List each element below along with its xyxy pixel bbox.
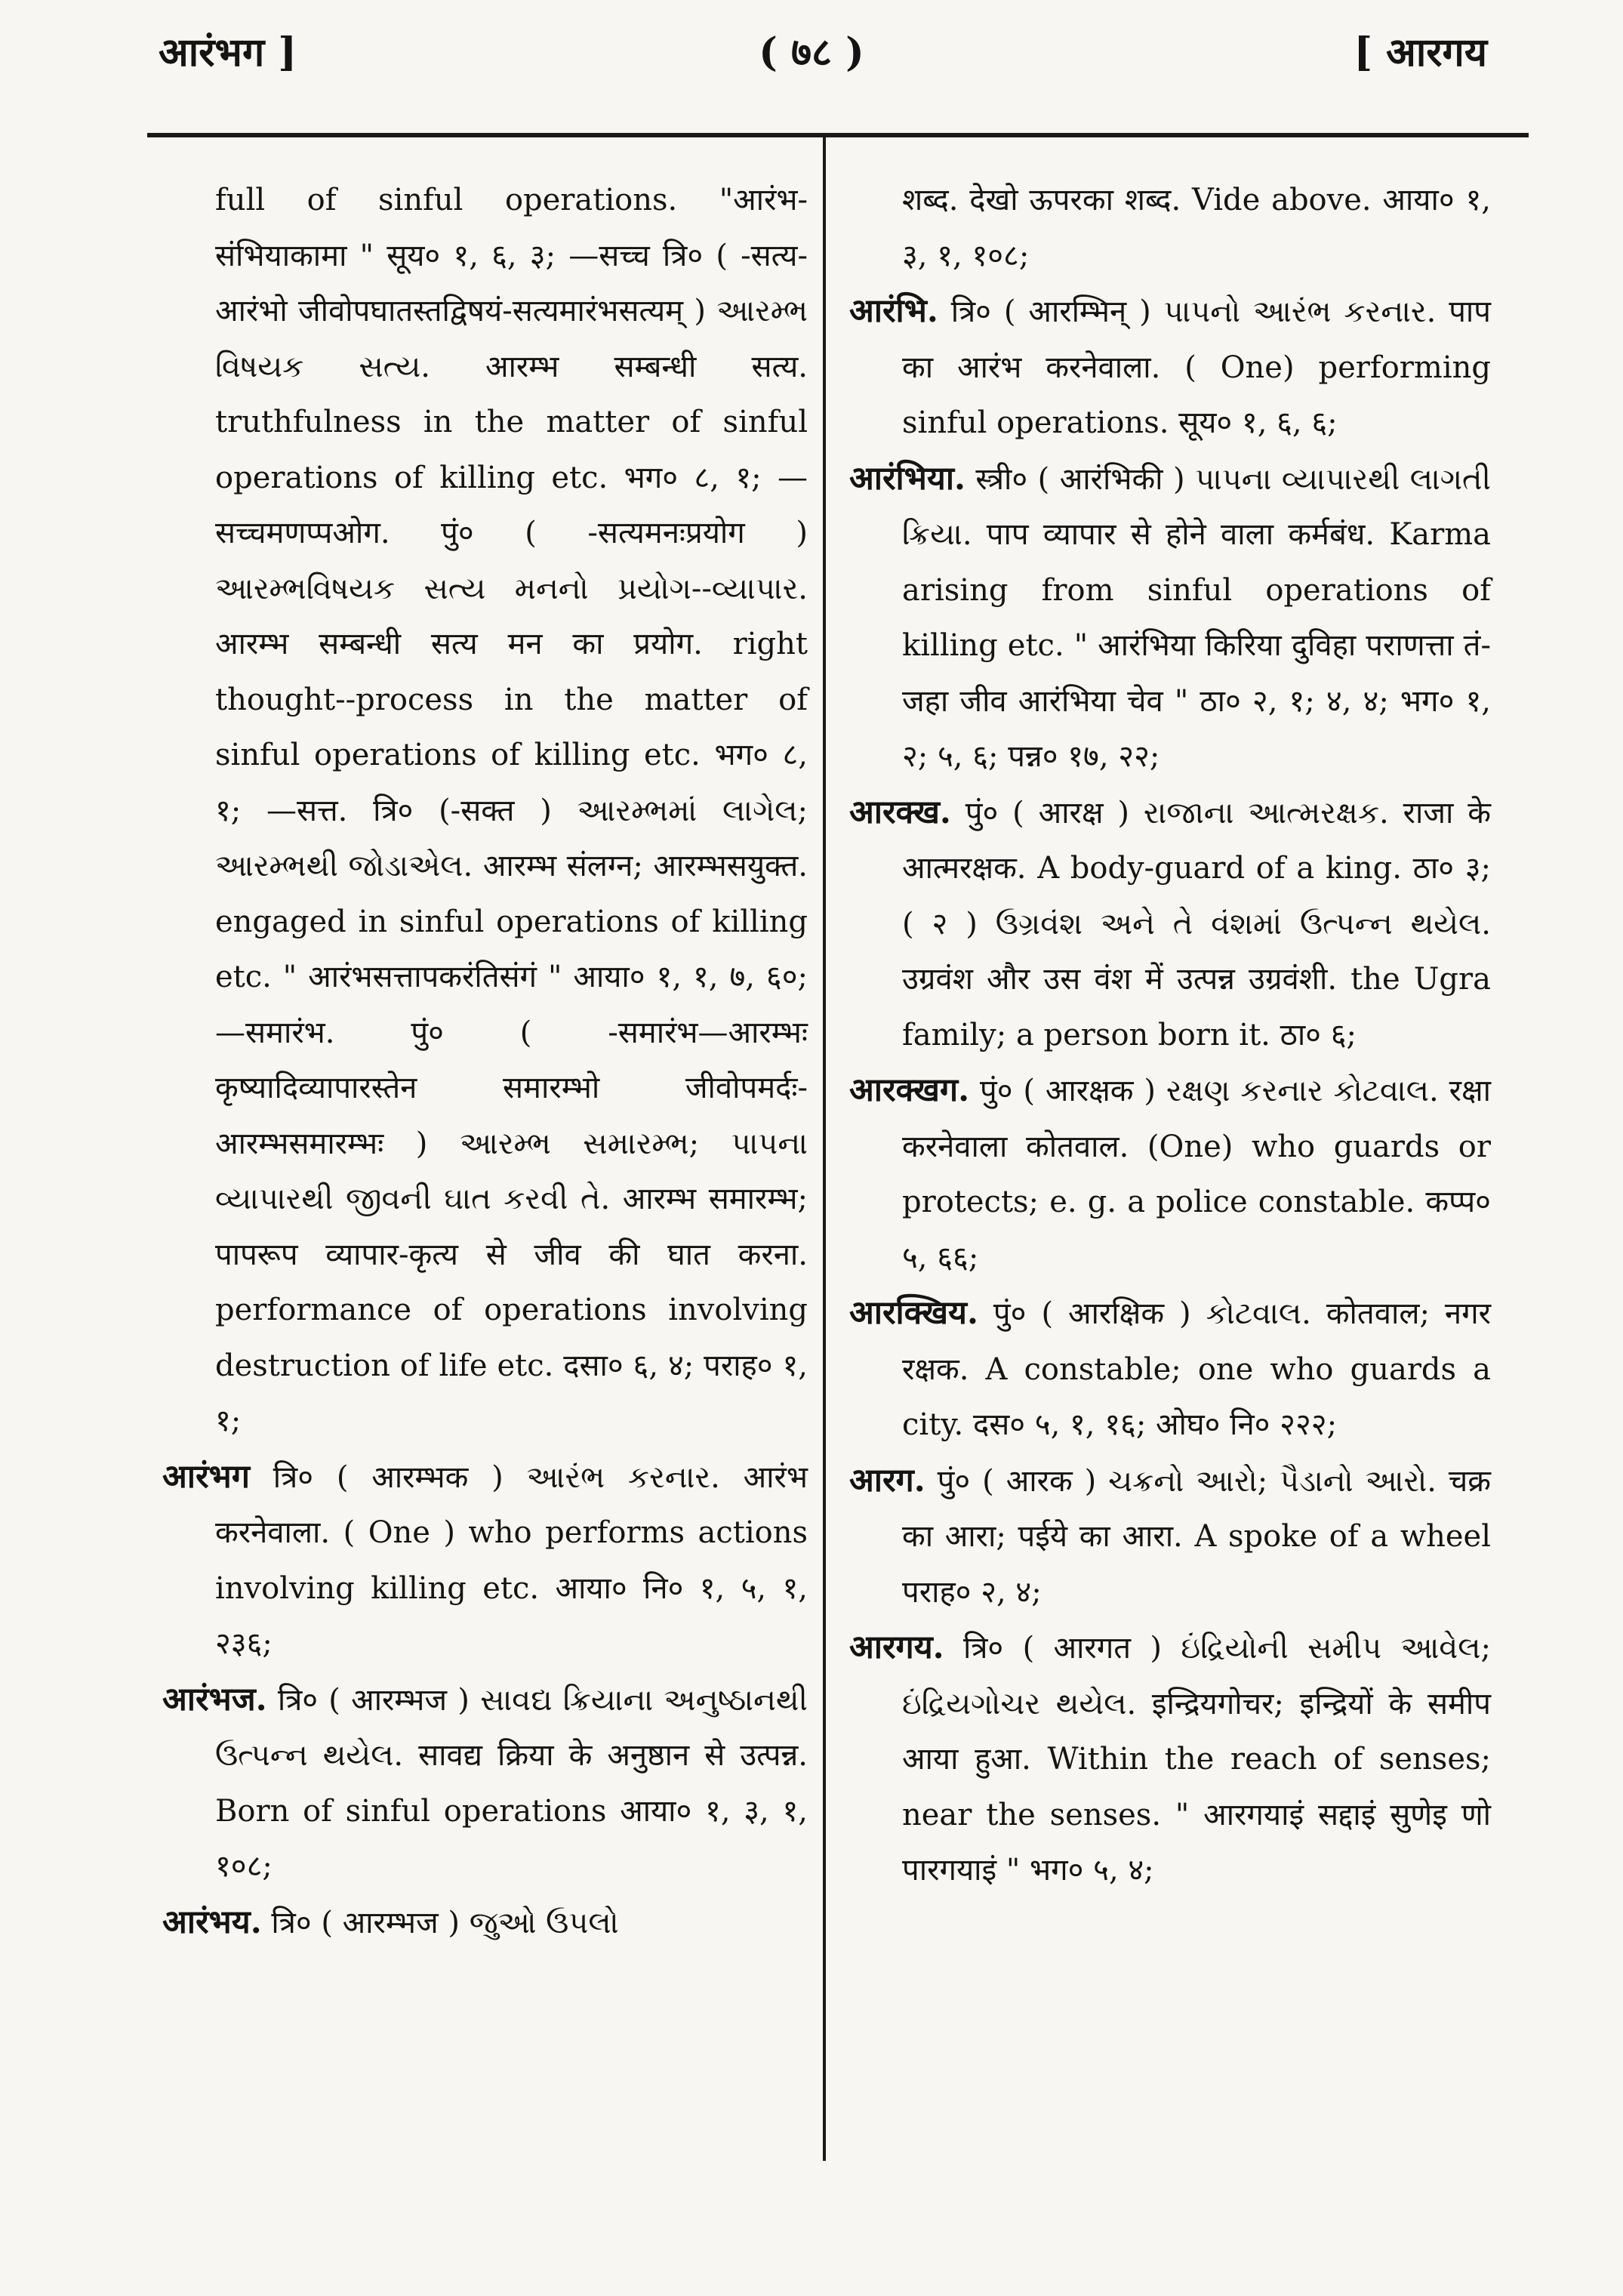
running-head-left: आरंभग ] (159, 29, 297, 76)
entry-definition: त्रि० ( आरम्भज ) સાવદ્ય ક્રિયાના અનુષ્ઠાનથી ઉત્પન્ન થયેલ. सावद्य क्रिया के अनुष्ठान से उत्पन्न. Born of sinful operations आया० १, ३, १, १०८; (215, 1682, 808, 1884)
dictionary-entry (849, 451, 1491, 785)
entry-definition: स्त्री० ( आरंभिकी ) પાપના વ્યાપારથી લાગતી ક્રિયા. पाप व्यापार से होने वाला कर्मबंध. Karma arising from sinful operations of killing etc. " आरंभिया किरिया दुविहा पराणत्ता तं-जहा जीव आरंभिया चेव " ठा० २, १; ४, ४; भग० १, २; ५, ६; पन्न० १७, २२; (902, 461, 1491, 774)
entry-definition: full of sinful operations. "आरंभ-संभियाकामा " सूय० १, ६, ३; —सच्च त्रि० ( -सत्य-आरंभो जीवोपघातस्तद्विषयं-सत्यमारंभसत्यम् ) આરમ્ભ વિષયક સત્ય. आरम्भ सम्बन्धी सत्य. truthfulness in the matter of sinful operations of killing etc. भग० ८, १; —सच्चमणप्पओग. पुं० ( -सत्यमनःप्रयोग ) આરમ્ભવિષયક સત્ય મનનો પ્રયોગ--વ્યાપાર. आरम्भ सम्बन्धी सत्य मन का प्रयोग. right thought--process in the matter of sinful operations of killing etc. भग० ८, १; —सत्त. त्रि० (-सक्त ) આરમ્ભમાં લાગેલ; આરમ્ભથી જોડાએલ. आरम्भ संलग्न; आरम्भसयुक्त. engaged in sinful operations of killing etc. " आरंभसत्तापकरंतिसंगं " आया० १, १, ७, ६०; —समारंभ. पुं० ( -समारंभ—आरम्भः कृष्यादिव्यापारस्तेन समारम्भो जीवोपमर्दः-आरम्भसमारम्भः ) આરમ્ભ સમારમ્ભ; પાપના વ્યાપારથી જીવની ઘાત કરવી તે. आरम्भ समारम्भ; पापरूप व्यापार-कृत्य से जीव की घात करना. performance of operations involving destruction of life etc. दसा० ६, ४; पराह० १, १; (215, 183, 808, 1438)
entry-definition: त्रि० ( आरगत ) ઇંદ્રિયોની સમીપ આવેલ; ઇંદ્રિયગોચર થયેલ. इन्द्रियगोचर; इन्द्रियों के समीप आया हुआ. Within the reach of senses; near the senses. " आरगयाइं सद्दाइं सुणेइ णो पारगयाइं " भग० ५, ४; (902, 1631, 1491, 1888)
entry-definition: पुं० ( आरक्षिक ) કોટવાલ. कोतवाल; नगर रक्षक. A constable; one who guards a city. दस० ५, १, १६; ओघ० नि० २२२; (902, 1296, 1491, 1442)
dictionary-entry (162, 1895, 808, 1952)
dictionary-entry (162, 172, 808, 1450)
dictionary-entry (849, 1453, 1491, 1621)
entry-definition: त्रि० ( आरम्भिन् ) પાપનો આરંભ કરનાર. पाप का आरंभ करनेवाला. ( One) performing sinful operations. सूय० १, ६, ६; (902, 294, 1491, 440)
entry-headword: आरंभग (162, 1457, 250, 1496)
dictionary-entry (849, 1620, 1491, 1899)
entry-headword: आरंभि. (849, 292, 938, 330)
entry-definition: पुं० ( आरक्ष ) રાજાના આત્મરક્ષક. राजा के आत्मरक्षक. A body-guard of a king. ठा० ३; ( २ ) ઉગ્રવંશ અને તે વંશમાં ઉત્પન્ન થયેલ. उग्रवंश और उस वंश में उत्पन्न उग्रवंशी. the Ugra family; a person born it. ठा० ६; (902, 795, 1491, 1052)
running-head-right: [ आरगय (1354, 29, 1487, 76)
entry-headword: आरगय. (849, 1629, 944, 1666)
entry-headword: आरंभज. (162, 1680, 267, 1718)
dictionary-entry (162, 1672, 808, 1895)
entry-headword: आरंभय. (162, 1903, 262, 1941)
entry-headword: आरक्खग. (849, 1071, 970, 1109)
dictionary-entry (849, 1286, 1491, 1453)
entry-headword: आरंभिया. (849, 459, 965, 498)
entry-definition: पुं० ( आरक ) ચક્રનો આરો; પૈડાનો આરો. चक्र का आरा; पईये का आरा. A spoke of a wheel पराह० २, ४; (902, 1463, 1491, 1610)
entry-headword: आरग. (849, 1461, 925, 1499)
header-rule (147, 133, 1529, 137)
dictionary-entry (162, 1450, 808, 1672)
dictionary-entry (849, 785, 1491, 1064)
entry-headword: आरक्ख. (849, 793, 951, 831)
dictionary-entry (849, 172, 1491, 284)
entry-definition: त्रि० ( आरम्भज ) જુઓ ઉપલો (261, 1905, 619, 1940)
left-column (162, 172, 808, 1951)
right-column (849, 172, 1491, 1899)
column-divider (823, 137, 826, 2161)
entry-definition: पुं० ( आरक्षक ) રક્ષણ કરનાર કોટવાલ. रक्षा करनेवाला कोतवाल. (One) who guards or protects; e. g. a police constable. कप्प० ५, ६६; (902, 1074, 1491, 1275)
entry-definition: शब्द. देखो ऊपरका शब्द. Vide above. आया० १, ३, १, १०८; (902, 183, 1491, 273)
dictionary-entry (849, 284, 1491, 451)
entry-definition: त्रि० ( आरम्भक ) આરંભ કરનાર. आरंभ करनेवाला. ( One ) who performs actions involving killing etc. आया० नि० १, ५, १, २३६; (215, 1459, 808, 1661)
entry-headword: आरक्खिय. (849, 1294, 978, 1332)
dictionary-entry (849, 1063, 1491, 1286)
page-number: ( ७८ ) (759, 29, 864, 76)
